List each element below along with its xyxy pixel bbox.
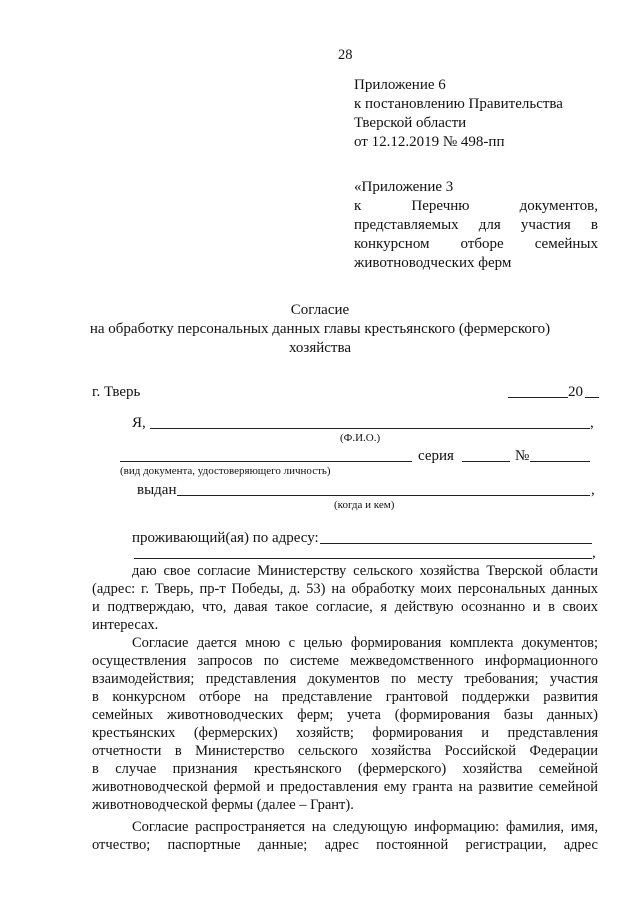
nomer-field[interactable] — [530, 461, 590, 462]
paragraph-line: отчество; паспортные данные; адрес постоянной регистрации, адрес — [92, 837, 598, 853]
nomer-label: № — [515, 448, 530, 464]
seria-field[interactable] — [462, 461, 510, 462]
paragraph-line: даю свое согласие Министерству сельского хозяйства Тверской области — [132, 563, 598, 579]
appendix-6-line-2: к постановлению Правительства — [354, 96, 563, 112]
paragraph-line: взаимодействия; представления документов по месту требования; участия — [92, 671, 598, 687]
document-type-field[interactable] — [120, 461, 412, 462]
paragraph-line: животноводческой фермы (далее – Грант). — [92, 797, 354, 813]
word: участия — [520, 217, 571, 233]
word: конкурсном — [354, 236, 430, 252]
paragraph-line: крестьянских (фермерских) хозяйств; формирования и представления — [92, 725, 598, 741]
paragraph-line: (адрес: г. Тверь, пр-т Победы, д. 53) на обработку моих персональных данных — [92, 581, 598, 597]
appendix-3-line-2 — [354, 197, 598, 216]
word: к — [354, 198, 362, 214]
appendix-3-line-4 — [354, 235, 598, 254]
vydan-field[interactable] — [177, 495, 590, 496]
vydan-label: выдан — [137, 482, 177, 498]
fio-field[interactable] — [150, 428, 590, 429]
comma: , — [590, 415, 594, 431]
date-underline — [508, 397, 568, 398]
paragraph-line: Согласие дается мною с целью формирования комплекта документов; — [132, 635, 598, 651]
word: представляемых — [354, 217, 459, 233]
vydan-hint: (когда и кем) — [334, 499, 395, 511]
word: в — [590, 217, 598, 233]
paragraph-line: осуществления запросов по системе межведомственного информационного — [92, 653, 598, 669]
paragraph-line: Согласие распространяется на следующую информацию: фамилия, имя, — [132, 819, 598, 835]
word: Перечню — [411, 198, 470, 214]
paragraph-line: отчетности в Министерство сельского хозяйства Российской Федерации — [92, 743, 598, 759]
paragraph-line: семейных животноводческих ферм; учета (формирования базы данных) — [92, 707, 598, 723]
comma: , — [591, 482, 595, 498]
appendix-6-line-4: от 12.12.2019 № 498-пп — [354, 134, 505, 150]
title-line-3: хозяйства — [288, 340, 352, 356]
word: для — [478, 217, 501, 233]
appendix-3-line-1: «Приложение 3 — [354, 179, 454, 195]
title-line-1: Согласие — [290, 302, 350, 318]
fio-hint: (Ф.И.О.) — [340, 432, 381, 444]
paragraph-line: в конкурсном отборе на представление грантовой поддержки развития — [92, 689, 598, 705]
paragraph-line: животноводческой фермой и предоставления ему гранта на развитие семейной — [92, 779, 598, 795]
paragraph-line: и подтверждаю, что, давая такое согласие, я действую осознанно и в своих — [92, 599, 598, 615]
paragraph-line: интересах. — [92, 617, 159, 633]
paragraph-line: в случае признания крестьянского (фермерского) хозяйства семейной — [92, 761, 598, 777]
city: г. Тверь — [92, 384, 141, 400]
ya-label: Я, — [132, 415, 146, 431]
word: документов, — [519, 198, 598, 214]
address-field-1[interactable] — [320, 543, 592, 544]
seria-label: серия — [418, 448, 454, 464]
appendix-6-line-1: Приложение 6 — [354, 77, 446, 93]
address-label: проживающий(ая) по адресу: — [132, 530, 319, 546]
date-year-prefix: 20 — [568, 384, 583, 400]
comma: , — [592, 545, 596, 561]
appendix-6-line-3: Тверской области — [354, 115, 467, 131]
page-number: 28 — [338, 47, 353, 63]
date-year-underline — [585, 397, 599, 398]
appendix-3-line-3 — [354, 216, 598, 235]
word: семейных — [534, 236, 598, 252]
word: отборе — [460, 236, 504, 252]
address-field-2[interactable] — [134, 558, 592, 559]
title-line-2: на обработку персональных данных главы крестьянского (фермерского) — [89, 321, 551, 337]
appendix-3-line-5: животноводческих ферм — [354, 255, 512, 271]
document-hint: (вид документа, удостоверяющего личность) — [120, 465, 331, 477]
